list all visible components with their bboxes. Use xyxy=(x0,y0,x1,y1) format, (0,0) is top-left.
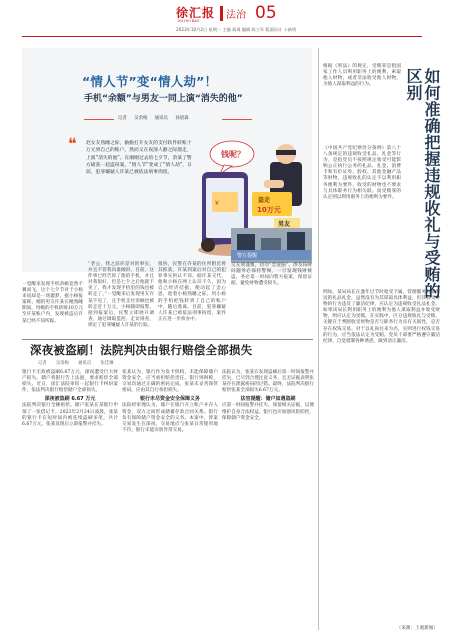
side-article-headline xyxy=(404,68,440,308)
feature-body-column-2: “老公，我之前你是对的事实，并且不管我向谁倾诉，目前，这件事已经告诉了他的手机，并且对我很好，但是七夕之后他就不见了，我才发现手机里的钱也被转走了。”一觉醒来后发现男友许某不见了，且手机支付余额也被转走近十万元，小杨随即报警。接到报案后，民警立即展开调查，通过调取监控、走访排查，锁定了犯罪嫌疑人许某的行踪。 xyxy=(88,262,154,328)
side-column-divider xyxy=(318,48,319,630)
byline-reporter: 记者 吴余梅 xyxy=(118,116,148,121)
article2-paragraph: 法院经审理认为，储户在银行开立账户并存入资金，双方之间形成储蓄存款合同关系。银行负有保障储户资金安全的义务。本案中，涉案交易发生在深夜，交易地点与张某日常使用地不符，银行未能识别异常交易。 xyxy=(122,403,218,433)
masthead-divider xyxy=(22,36,422,37)
side-article-body: 《中国共产党纪律处分条例》第八十八条规定的违规收受礼品、礼金等行为，是指党员不按照规定收受可能影响公正执行公务的礼品、礼金、消费卡和有价证券、股权、其他金融产品等财物。违规收礼的认定不以利用职务便利为要件，收受的财物也不要求与具体职务行为相关联。而受贿罪的认定则以利用职务上的便利为要件。 xyxy=(323,146,401,200)
speech-bubble-text: 钱呢？ xyxy=(221,150,245,159)
page-number: 05 xyxy=(255,3,277,23)
police-tip-label: 警方提醒 xyxy=(237,253,258,259)
article2-column-3 xyxy=(222,370,314,422)
feature-body-column-1: 一觉醒来发现手机余额竟然不翼而飞，这个七夕节对于小杨来说却是一场噩梦。据小杨报案称，她的男友许某在她熟睡期间，用她的手机转账10万元至许某账户内，发现被盗后许某已经不知所踪。 xyxy=(22,282,83,324)
side-headline-text: 如何准确把握违规收礼与受贿的区别 xyxy=(404,68,441,299)
police-tip-text: 交友须谨慎，切勿“恋爱脑”。涉及钱财问题务必保持警惕，一旦发现钱财被盗，务必第一时间向警方报案，保留证据，避免财物遭受损失。 xyxy=(231,263,312,287)
feature-byline xyxy=(118,115,189,121)
article2-paragraph: 张某认为，银行作为发卡机构，未能保障储户资金安全，应当承担赔偿责任。银行则辩称，交易均通过正确的密码完成，张某未妥善保管密码，应由其自行承担损失。 xyxy=(122,370,218,394)
article2-paragraph: 法院判决银行全额赔偿。储户张某在某银行申领了一张借记卡。2023年2月24日凌晨，张某的银行卡在短时间内被连续盗刷多笔，共计6.67万元，张某发现后立即报警并挂失。 xyxy=(22,403,118,427)
feature-headline: “情人节”变“情人劫”！ xyxy=(82,74,218,89)
byline-accent-right xyxy=(222,119,252,120)
feature-lead-paragraph: 赵女友熟睡之际，偷偷打开女友的支付软件转账十万元到自己的账户，然而又在夜深人静之际溜走，上演“消失的他”。在刚刚过去的七夕节，余某了警方破获一起盗窃案，“情人节”变成了“情人劫”，日前，犯罪嫌疑人许某已被依法刑事拘留。 xyxy=(86,141,192,176)
side-article-source: （来源：上观新闻） xyxy=(396,626,438,631)
newspaper-logo-sub: XU HUI BAO xyxy=(178,19,200,23)
article2-column-1 xyxy=(22,370,118,428)
svg-text:¥: ¥ xyxy=(215,200,219,207)
byline-correspondent: 通讯员 张佳琳 xyxy=(78,361,114,366)
stolen-label: 盗走 xyxy=(258,197,271,204)
boyfriend-label: 男友 xyxy=(278,221,291,228)
side-article-body-continued: 例如，某局局长在逢年过节时收受下属、管理服务对象所送的礼品礼金，虽然没有为其谋取具体利益，但其收受财物的行为违反了廉洁纪律，应认定为违规收受礼品礼金。如果该局长利用职务上的便利为他人谋取利益并收受财物，则应认定为受贿。在实践中，区分违规收礼与受贿，关键在于判断收受财物是否与职务行为具有关联性，是否存在权钱交易。对于以礼尚往来为名，实则进行权钱交易的行为，应当依法认定为受贿。党员干部要严格遵守廉洁纪律，自觉抵制各种诱惑，做到清正廉洁。 xyxy=(323,290,440,344)
article2-byline xyxy=(38,360,113,366)
article2-paragraph: 法院认为，张某在发现盗刷后第一时间报警并挂失，已尽到合理注意义务，且无证据表明张某存在泄露密码的过错。最终，法院判决银行赔偿张某全部损失6.67万元。 xyxy=(222,370,314,394)
quote-mark-icon: ❝ xyxy=(68,134,77,153)
side-article-intro: 根据《刑法》的规定，受贿罪是指国家工作人员利用职务上的便利，索取他人财物，或者非法收受他人财物，为他人谋取利益的行为。 xyxy=(323,64,401,88)
masthead xyxy=(0,0,450,52)
article2-subhead: 深夜被盗刷 6.67 万元 xyxy=(44,396,96,403)
byline-correspondent: 通讯员 孙晨森 xyxy=(154,116,189,121)
article2-column-2 xyxy=(122,370,218,434)
byline-reporter: 记者 吴余梅 xyxy=(38,361,69,366)
article2-subhead: 法官提醒：储户如遇盗刷 xyxy=(240,396,296,403)
stolen-amount: 10万元 xyxy=(257,206,281,214)
byline-accent-left xyxy=(84,119,114,120)
section-accent-bar xyxy=(220,6,223,21)
feature-body-column-3: 很快，民警在许某的住所附近将其抓获。许某到案后对自己的犯罪事实供认不讳。据许某交代，他和小杨在网上认识不久，因为自己经济拮据，便动起了歪心思，趁着小杨熟睡之际，用小杨的手机把钱转到了自己的账户中，随后逃离。目前，犯罪嫌疑人许某已被依法刑事拘留，案件正在进一步侦办中。 xyxy=(158,262,226,322)
article2-paragraph: 应第一时间报警并挂失，保留相关证据，以便维护自身合法权益。银行也应加强风险防控，保障储户资金安全。 xyxy=(222,403,314,421)
issue-info: 2023年10月2日 星期一 主编 蒋周 编辑 陈立军 版面设计 卜新明 xyxy=(176,27,297,32)
newspaper-logo: 徐汇报 xyxy=(176,6,216,20)
article2-headline: 深夜被盗刷！法院判决由银行赔偿全部损失 xyxy=(30,343,253,357)
article2-subhead: 银行未尽资金安全保障义务 xyxy=(139,396,200,403)
article-divider xyxy=(22,339,313,340)
feature-subheadline: 手机“余额”与男友一同上演“消失的他” xyxy=(84,94,243,104)
section-name: 法治 xyxy=(226,10,246,21)
article2-paragraph: 银行卡无故被盗刷6.67万元，深夜遭受巨大财产损失。储户将银行告上法庭，要求赔偿全部损失。近日，徐汇法院审结一起银行卡纠纷案件，依法判决银行赔偿储户全部损失。 xyxy=(22,370,118,394)
